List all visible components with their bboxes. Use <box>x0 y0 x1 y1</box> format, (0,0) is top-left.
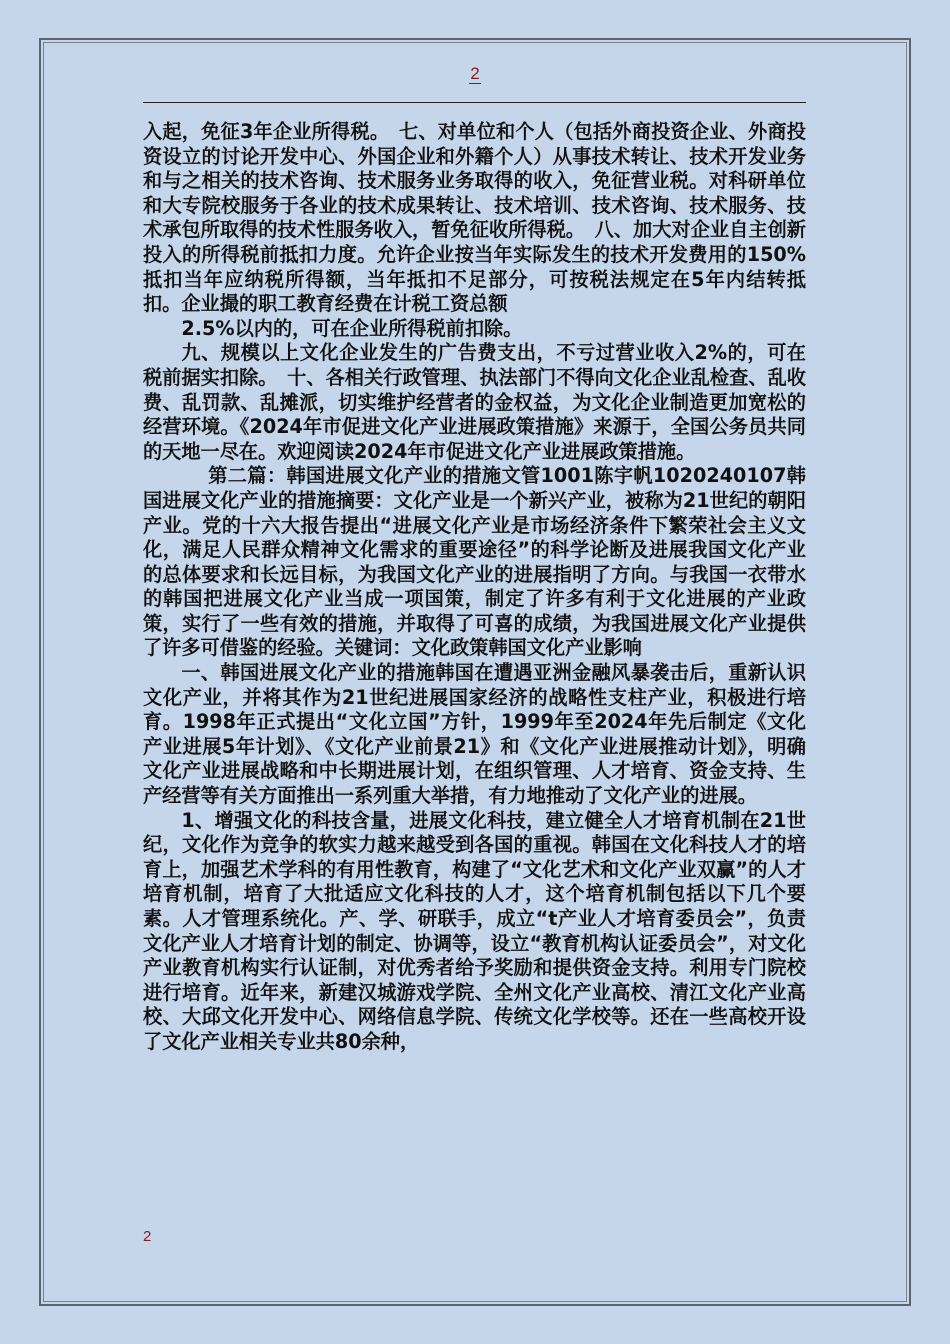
paragraph-tax-exemption: 入起，免征3年企业所得税。 七、对单位和个人（包括外商投资企业、外商投资设立的讨论开发中心、外国企业和外籍个人）从事技术转让、技术开发业务和与之相关的技术咨询、技术服务业务取得的收入，免征营业税。对科研单位和大专院校服务于各业的技术成果转让、技术培训、技术咨询、技术服务、技术承包所取得的技术性服务收入，暂免征收所得税。 八、加大对企业自主创新投入的所得税前抵扣力度。允许企业按当年实际发生的技术开发费用的150%抵扣当年应纳税所得额，当年抵扣不足部分，可按税法规定在5年内结转抵扣。企业撮的职工教育经费在计税工资总额 <box>143 120 806 316</box>
header-page-number <box>0 64 950 84</box>
footer-page-number: 2 <box>143 1228 152 1245</box>
document-body <box>143 120 806 1055</box>
paragraph-education-funds: 2.5%以内的，可在企业所得税前扣除。 <box>181 316 523 340</box>
paragraph-talent-cultivation: 1、增强文化的科技含量，进展文化科技，建立健全人才培育机制在21世纪，文化作为竞争的软实力越来越受到各国的重视。韩国在文化科技人才的培育上，加强艺术学科的有用性教育，构建了“文化艺术和文化产业双赢”的人才培育机制，培育了大批适应文化科技的人才，这个培育机制包括以下几个要素。人才管理系统化。产、学、研联手，成立“t产业人才培育委员会”，负责文化产业人才培育计划的制定、协调等，设立“教育机构认证委员会”，对文化产业教育机构实行认证制，对优秀者给予奖励和提供资金支持。利用专门院校进行培育。近年来，新建汉城游戏学院、全州文化产业高校、清江文化产业高校、大邱文化开发中心、网络信息学院、传统文化学校等。还在一些高校开设了文化产业相关专业共80余种， <box>143 808 806 1053</box>
paragraph-advertising-expense: 九、规模以上文化企业发生的广告费支出，不亏过营业收入2%的，可在税前据实扣除。 十、各相关行政管理、执法部门不得向文化企业乱检查、乱收费、乱罚款、乱摊派，切实维护经营者的金权益，为文化企业制造更加宽松的经营环境。《2024年市促进文化产业进展政策措施》来源于，全国公务员共同的天地一尽在。欢迎阅读2024年市促进文化产业进展政策措施。 <box>143 341 806 463</box>
header-divider <box>143 102 806 103</box>
header-page-number-text: 2 <box>470 64 480 83</box>
paragraph-korea-measures: 一、韩国进展文化产业的措施韩国在遭遇亚洲金融风暴袭击后，重新认识文化产业，并将其作为21世纪进展国家经济的战略性支柱产业，积极进行培育。1998年正式提出“文化立国”方针，1999年至2024年先后制定《文化产业进展5年计划》、《文化产业前景21》和《文化产业进展推动计划》，明确文化产业进展战略和中长期进展计划，在组织管理、人才培育、资金支持、生产经营等有关方面推出一系列重大举措，有力地推动了文化产业的进展。 <box>143 661 806 808</box>
paragraph-part-two-abstract: 第二篇：韩国进展文化产业的措施文管1001陈宇帆1020240107韩国进展文化产业的措施摘要：文化产业是一个新兴产业，被称为21世纪的朝阳产业。党的十六大报告提出“进展文化产业是市场经济条件下繁荣社会主义文化，满足人民群众精神文化需求的重要途径”的科学论断及进展我国文化产业的总体要求和长远目标，为我国文化产业的进展指明了方向。与我国一衣带水的韩国把进展文化产业当成一项国策，制定了许多有利于文化进展的产业政策，实行了一些有效的措施，并取得了可喜的成绩，为我国进展文化产业提供了许多可借鉴的经验。关键词：文化政策韩国文化产业影响 <box>143 464 806 660</box>
